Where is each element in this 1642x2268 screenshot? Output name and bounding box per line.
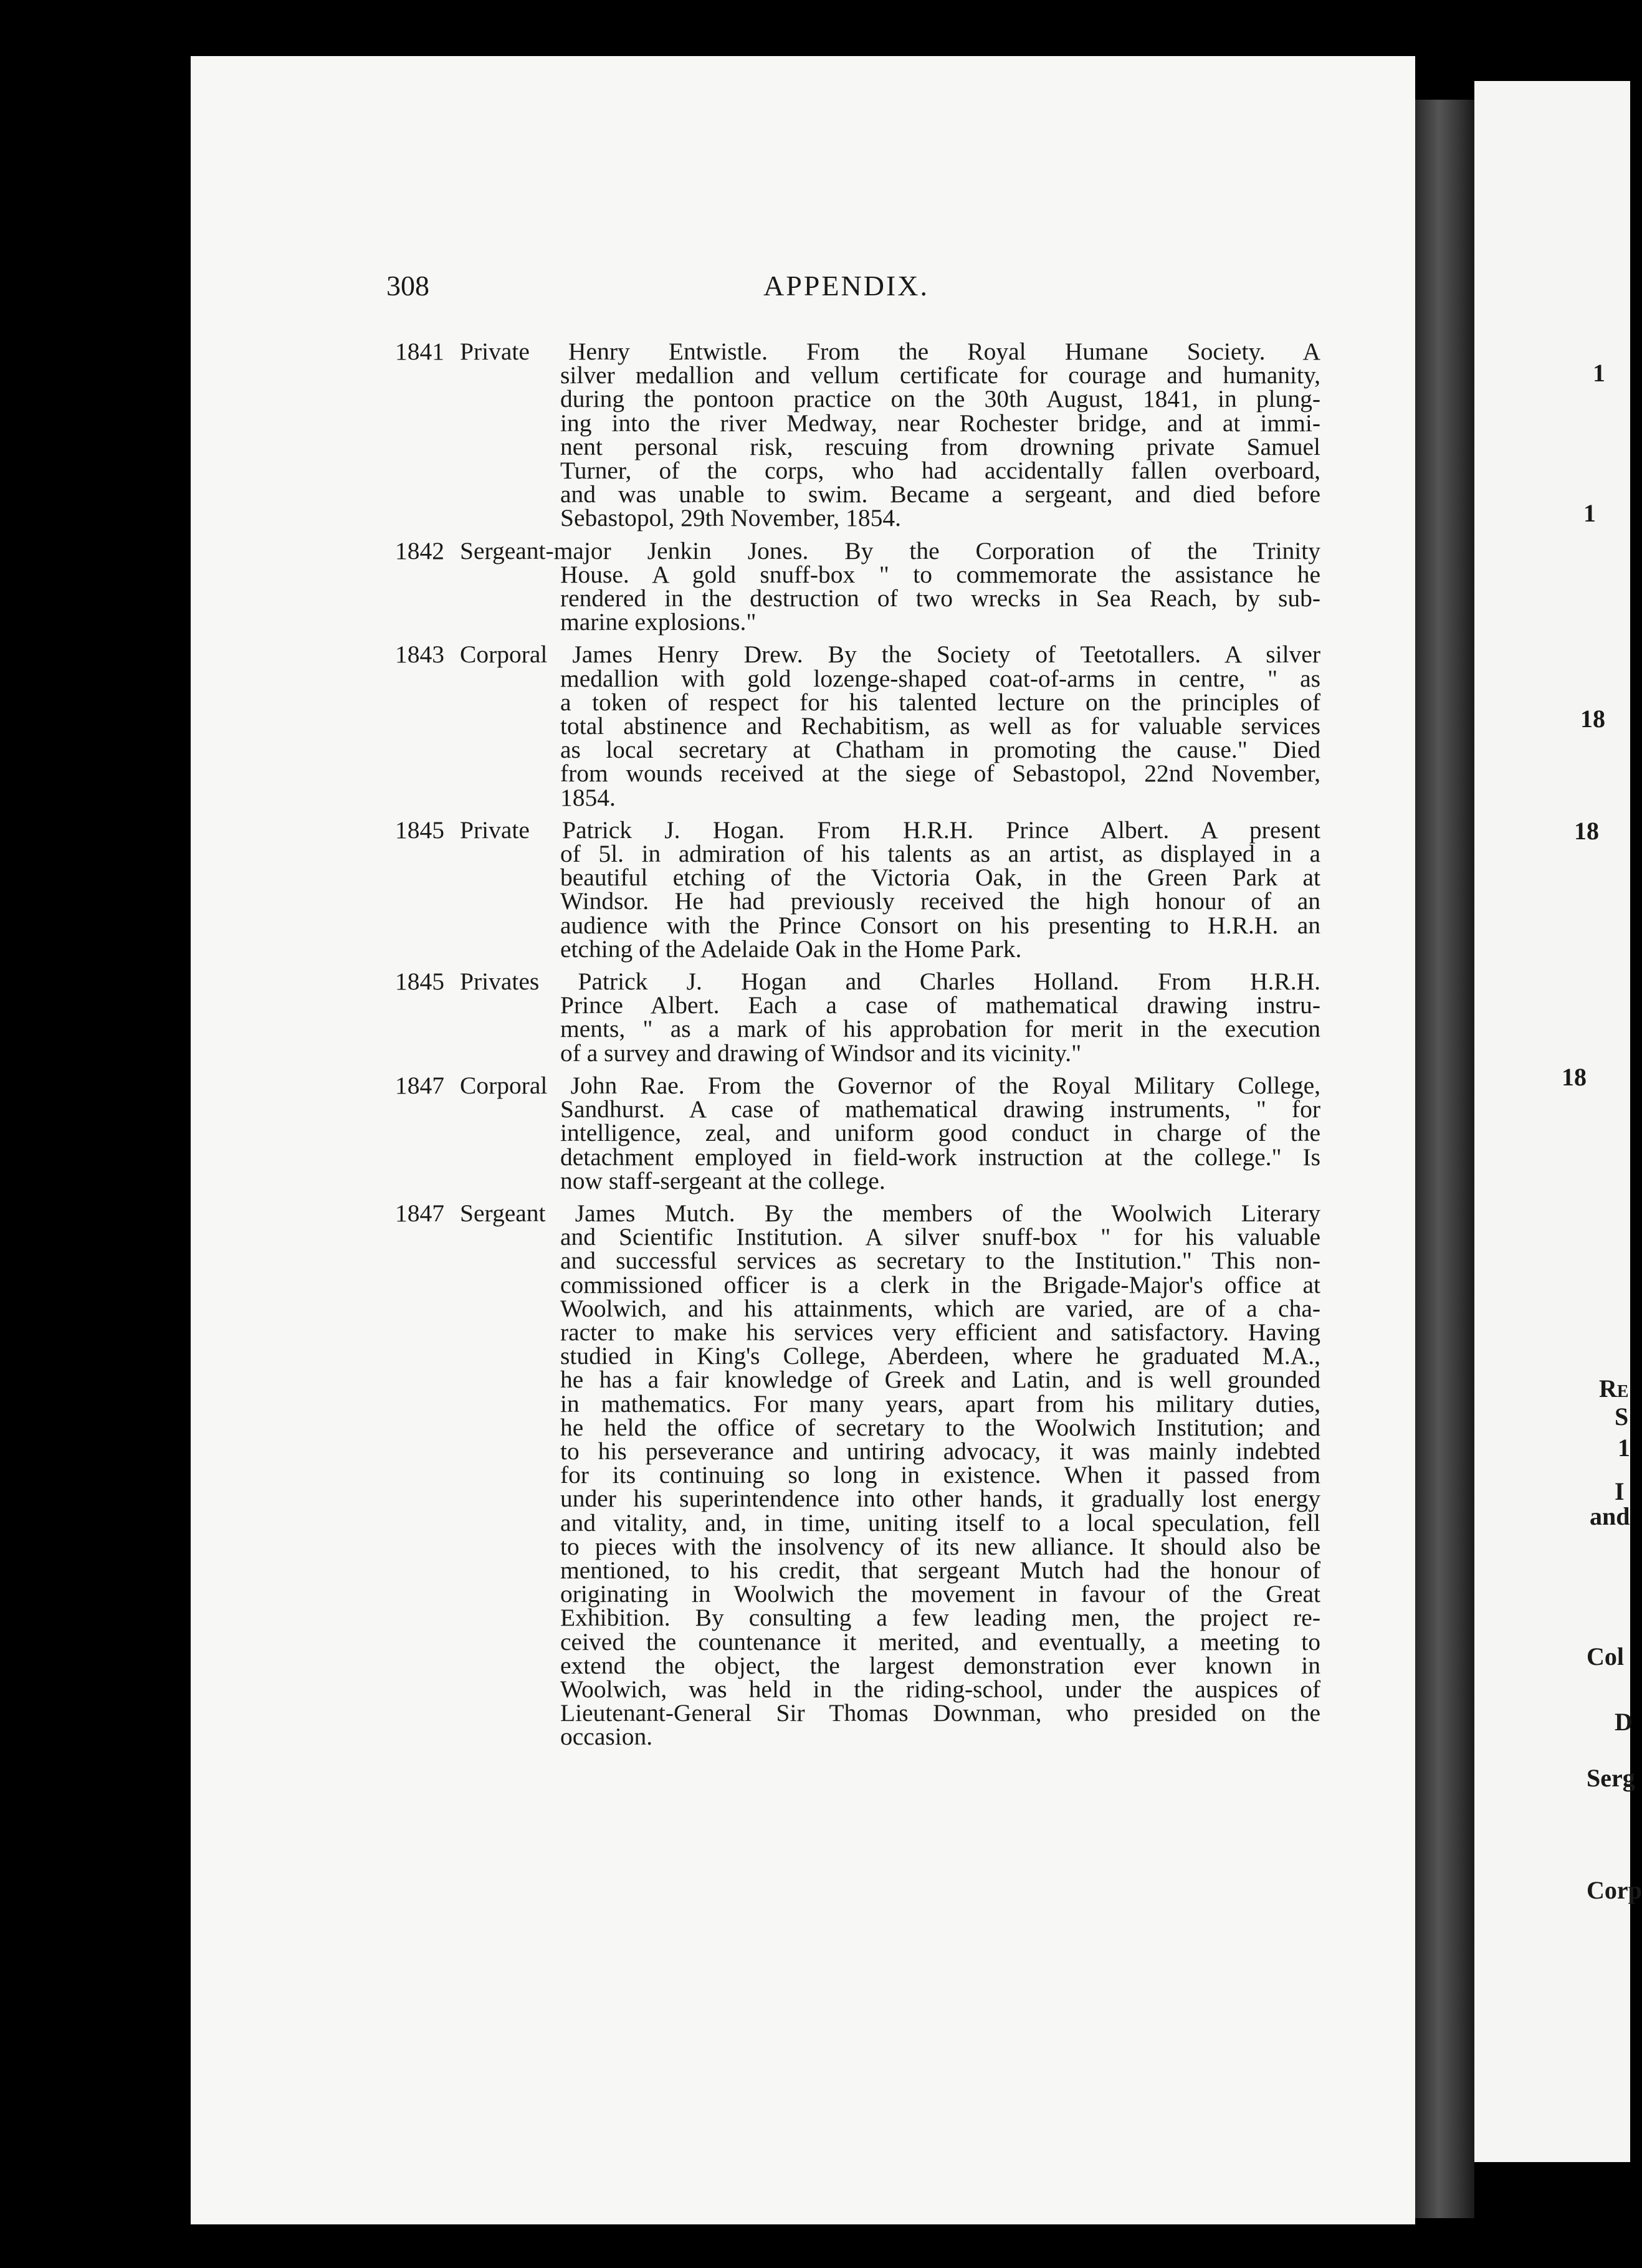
entry-body-line: a token of respect for his talented lecture on the principles of xyxy=(560,688,1320,716)
entry-body-line: Woolwich, and his attainments, which are varied, are of a cha- xyxy=(560,1294,1320,1322)
entry-body-line: Sandhurst. A case of mathematical drawing instruments, " for xyxy=(560,1095,1320,1123)
entry-body xyxy=(560,993,1320,1065)
entry-body-line: he has a fair knowledge of Greek and Latin, and is well grounded xyxy=(560,1366,1320,1394)
entry-body-line: he held the office of secretary to the Woolwich Institution; and xyxy=(560,1413,1320,1441)
appendix-entry xyxy=(395,340,1320,530)
entry-year: 1847 xyxy=(395,1071,444,1099)
entry-body-line: during the pontoon practice on the 30th August, 1841, in plung- xyxy=(560,385,1320,413)
entry-body-line: in mathematics. For many years, apart from his military duties, xyxy=(560,1389,1320,1418)
entry-body-line: Woolwich, was held in the riding-school, under the auspices of xyxy=(560,1675,1320,1703)
appendix-entry xyxy=(395,536,1320,636)
entry-lead-text: Private Henry Entwistle. From the Royal Humane Society. A xyxy=(460,338,1320,365)
entry-body-line: etching of the Adelaide Oak in the Home Park. xyxy=(560,935,1022,963)
right-fragment: Col xyxy=(1587,1642,1624,1670)
entry-body-line: total abstinence and Rechabitism, as well as for valuable services xyxy=(560,712,1320,740)
entry-body-line: Lieutenant-General Sir Thomas Downman, who presided on the xyxy=(560,1699,1320,1727)
entry-body-line: 1854. xyxy=(560,783,616,811)
entry-year: 1842 xyxy=(395,536,444,565)
entry-body-line: extend the object, the largest demonstration ever known in xyxy=(560,1651,1320,1679)
right-fragment: Serg xyxy=(1587,1764,1635,1792)
right-fragment: S xyxy=(1615,1403,1629,1431)
entry-body-line: and was unable to swim. Became a sergeant, and died before xyxy=(560,480,1320,508)
entry-first-line xyxy=(395,536,1320,565)
entry-body xyxy=(560,842,1320,961)
entry-body-line: and vitality, and, in time, uniting itself to a local speculation, fell xyxy=(560,1508,1320,1537)
entry-lead-text: Corporal John Rae. From the Governor of the Royal Military College, xyxy=(460,1071,1320,1099)
entry-lead-text: Sergeant James Mutch. By the members of the Woolwich Literary xyxy=(460,1199,1320,1227)
appendix-entry xyxy=(395,818,1320,961)
entry-body-line: now staff-sergeant at the college. xyxy=(560,1166,885,1194)
entry-first-line xyxy=(395,1071,1320,1099)
page-number: 308 xyxy=(386,270,429,302)
entry-body-line: from wounds received at the siege of Sebastopol, 22nd November, xyxy=(560,760,1320,788)
entry-body-line: and Scientific Institution. A silver snuff-box " for his valuable xyxy=(560,1223,1320,1251)
entry-body-line: for its continuing so long in existence. When it passed from xyxy=(560,1461,1320,1489)
entry-body-line: Turner, of the corps, who had accidentally fallen overboard, xyxy=(560,457,1320,485)
entry-body xyxy=(560,1097,1320,1193)
entry-lead-text: Corporal James Henry Drew. By the Society of Teetotallers. A silver xyxy=(460,641,1320,669)
entry-body xyxy=(560,363,1320,530)
entry-year: 1845 xyxy=(395,816,444,844)
right-fragment: 1 xyxy=(1593,359,1605,387)
appendix-entry xyxy=(395,970,1320,1065)
entry-body-line: Exhibition. By consulting a few leading men, the project re- xyxy=(560,1604,1320,1632)
running-head: APPENDIX. xyxy=(763,270,929,302)
book-gutter xyxy=(1415,100,1474,2218)
entry-body-line: as local secretary at Chatham in promoting the cause." Died xyxy=(560,736,1320,764)
page-header xyxy=(386,269,1321,307)
entry-body-line: ments, " as a mark of his approbation for merit in the execution xyxy=(560,1015,1320,1043)
entry-first-line xyxy=(395,818,1320,842)
entry-body-line: audience with the Prince Consort on his presenting to H.R.H. an xyxy=(560,911,1320,939)
right-fragment: Re xyxy=(1599,1375,1629,1403)
right-fragment: Corp xyxy=(1587,1876,1642,1904)
entry-body-line: racter to make his services very efficient and satisfactory. Having xyxy=(560,1318,1320,1346)
right-fragment: D xyxy=(1615,1708,1633,1736)
entry-first-line xyxy=(395,641,1320,669)
right-fragment: and xyxy=(1590,1502,1630,1530)
entry-body-line: silver medallion and vellum certificate for courage and humanity, xyxy=(560,361,1320,389)
appendix-entry xyxy=(395,1201,1320,1749)
entry-body-line: detachment employed in field-work instruction at the college." Is xyxy=(560,1143,1320,1171)
entry-first-line xyxy=(395,1201,1320,1225)
entry-year: 1843 xyxy=(395,641,444,669)
appendix-entries xyxy=(395,340,1320,1758)
entry-lead-text: Privates Patrick J. Hogan and Charles Holland. From H.R.H. xyxy=(460,968,1320,996)
entry-year: 1847 xyxy=(395,1199,444,1227)
entry-body-line: under his superintendence into other hands, it gradually lost energy xyxy=(560,1485,1320,1513)
appendix-entry xyxy=(395,642,1320,809)
entry-lead-text: Sergeant-major Jenkin Jones. By the Corporation of the Trinity xyxy=(460,536,1320,565)
entry-body-line: ing into the river Medway, near Rochester bridge, and at immi- xyxy=(560,409,1320,437)
right-fragment: I xyxy=(1615,1477,1625,1505)
right-fragment: 18 xyxy=(1580,705,1605,733)
right-fragment: 1 xyxy=(1618,1434,1630,1462)
entry-body-line: rendered in the destruction of two wrecks in Sea Reach, by sub- xyxy=(560,584,1320,612)
right-fragment: 18 xyxy=(1562,1063,1587,1091)
right-page-fragment xyxy=(1474,81,1642,2162)
entry-first-line xyxy=(395,340,1320,363)
entry-body-line: Windsor. He had previously received the high honour of an xyxy=(560,887,1320,915)
entry-body-line: House. A gold snuff-box " to commemorate the assistance he xyxy=(560,560,1320,588)
entry-body-line: of a survey and drawing of Windsor and its vicinity." xyxy=(560,1039,1082,1067)
entry-body-line: medallion with gold lozenge-shaped coat-of-arms in centre, " as xyxy=(560,664,1320,692)
entry-year: 1845 xyxy=(395,968,444,996)
entry-body-line: to his perseverance and untiring advocacy, it was mainly indebted xyxy=(560,1437,1320,1465)
entry-body-line: Prince Albert. Each a case of mathematical drawing instru- xyxy=(560,991,1320,1019)
appendix-entry xyxy=(395,1071,1320,1194)
entry-body-line: and successful services as secretary to the Institution." This non- xyxy=(560,1247,1320,1275)
entry-body-line: commissioned officer is a clerk in the Brigade-Major's office at xyxy=(560,1270,1320,1298)
entry-body-line: studied in King's College, Aberdeen, where he graduated M.A., xyxy=(560,1342,1320,1370)
entry-body-line: marine explosions." xyxy=(560,608,757,636)
right-fragment: 1 xyxy=(1583,499,1596,527)
entry-lead-text: Private Patrick J. Hogan. From H.R.H. Prince Albert. A present xyxy=(460,816,1320,844)
entry-body-line: occasion. xyxy=(560,1723,653,1751)
entry-body-line: nent personal risk, rescuing from drowning private Samuel xyxy=(560,432,1320,460)
entry-body xyxy=(560,560,1320,636)
entry-year: 1841 xyxy=(395,338,444,365)
entry-body-line: to pieces with the insolvency of its new alliance. It should also be xyxy=(560,1532,1320,1560)
entry-body-line: of 5l. in admiration of his talents as an artist, as displayed in a xyxy=(560,840,1320,868)
entry-body xyxy=(560,664,1320,811)
entry-first-line xyxy=(395,968,1320,996)
entry-body-line: originating in Woolwich the movement in favour of the Great xyxy=(560,1580,1320,1608)
entry-body-line: beautiful etching of the Victoria Oak, in the Green Park at xyxy=(560,864,1320,892)
entry-body-line: intelligence, zeal, and uniform good conduct in charge of the xyxy=(560,1119,1320,1147)
entry-body xyxy=(560,1223,1320,1751)
entry-body-line: mentioned, to his credit, that sergeant Mutch had the honour of xyxy=(560,1556,1320,1584)
entry-body-line: ceived the countenance it merited, and eventually, a meeting to xyxy=(560,1627,1320,1656)
right-fragment: 18 xyxy=(1574,817,1599,845)
entry-body-line: Sebastopol, 29th November, 1854. xyxy=(560,504,901,532)
